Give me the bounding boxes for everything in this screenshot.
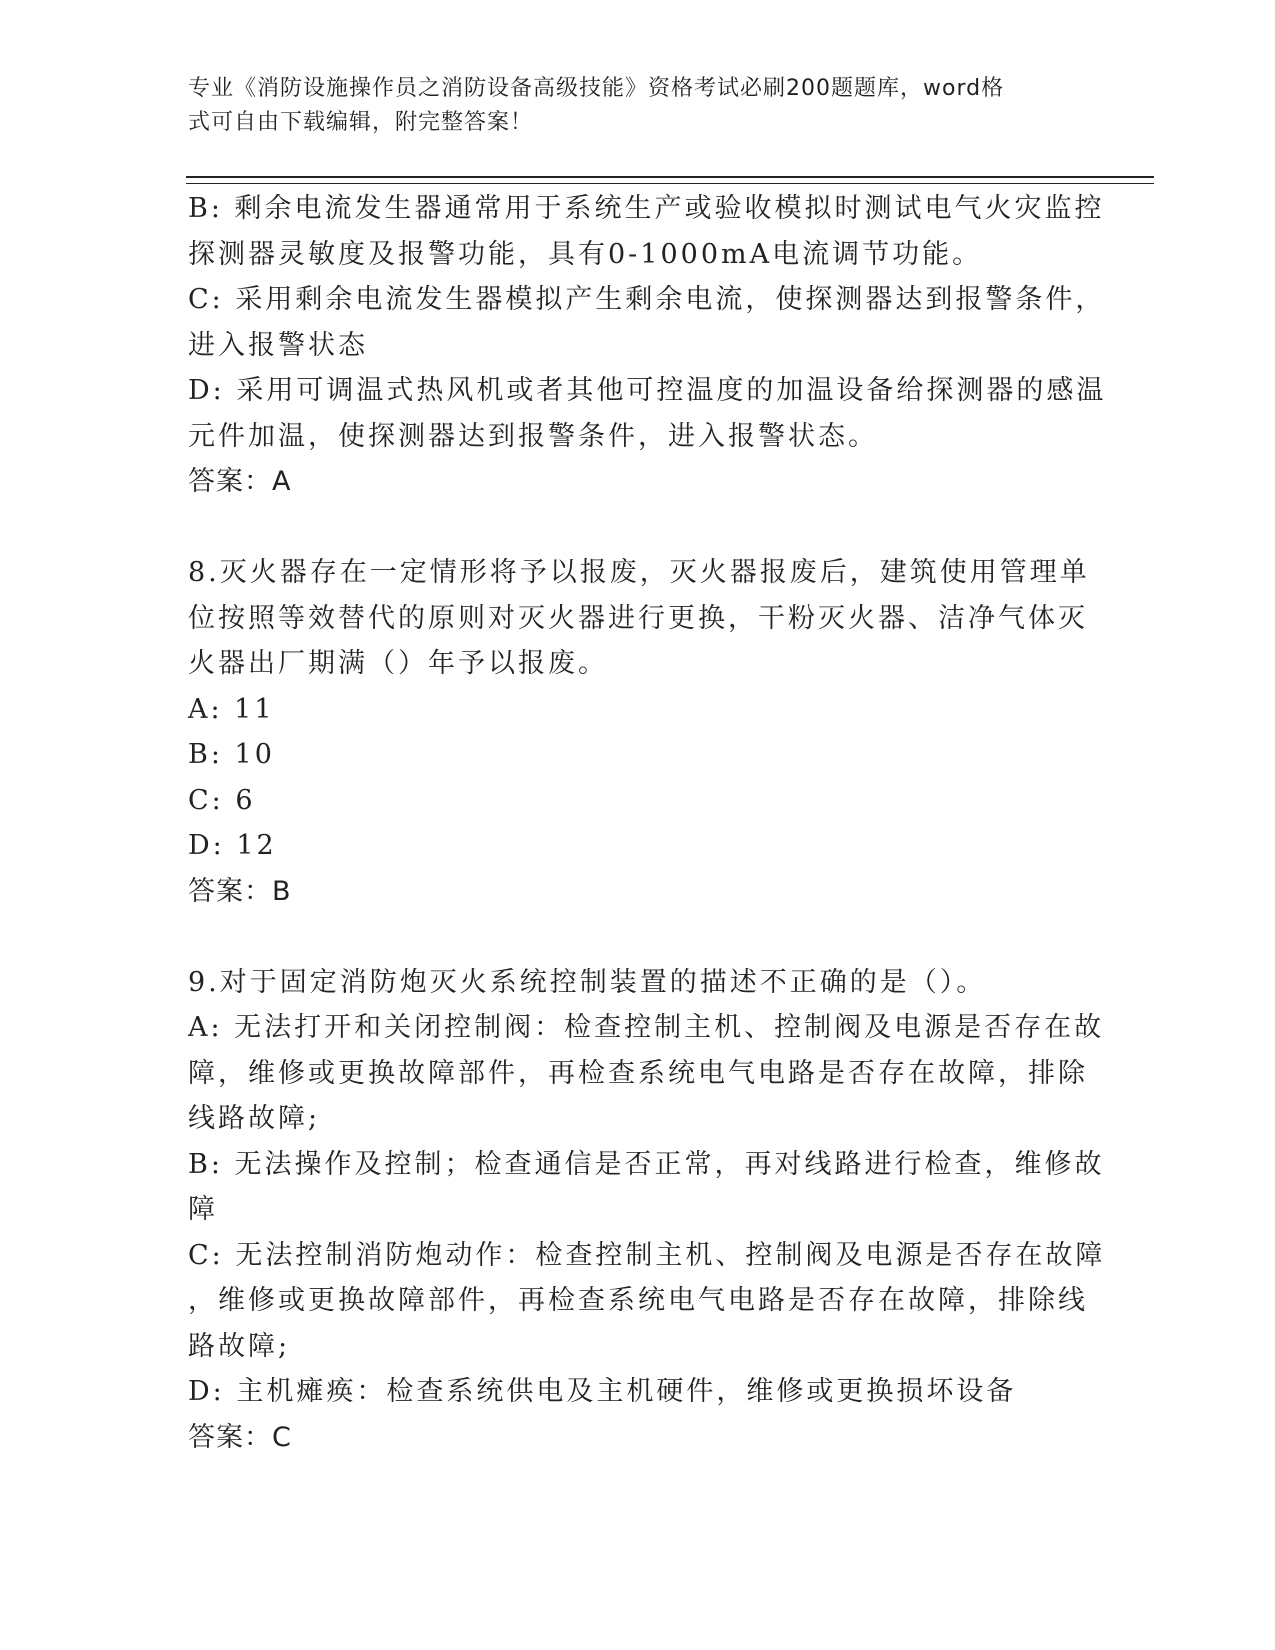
option-c-line: 路故障;	[188, 1330, 291, 1362]
header-line: 式可自由下载编辑，附完整答案！	[188, 110, 534, 135]
spacer	[188, 505, 1088, 551]
option-c-line: C: 采用剩余电流发生器模拟产生剩余电流，使探测器达到报警条件，	[188, 284, 1106, 315]
question-stem-line: 位按照等效替代的原则对灭火器进行更换，干粉灭火器、洁净气体灭	[188, 602, 1088, 634]
option-b-line: B: 剩余电流发生器通常用于系统生产或验收模拟时测试电气火灾监控	[188, 193, 1105, 224]
answer-label: 答案：A	[188, 466, 292, 497]
option-b-line: 探测器灵敏度及报警功能，具有0-1000mA电流调节功能。	[188, 238, 983, 270]
question-stem-line: 火器出厂期满（）年予以报废。	[188, 648, 608, 679]
option-c-line: ，维修或更换故障部件，再检查系统电气电路是否存在故障，排除线	[188, 1285, 1088, 1316]
document-body	[188, 186, 1107, 1460]
question-stem-line: 9.对于固定消防炮灭火系统控制装置的描述不正确的是（）。	[188, 966, 987, 998]
option-d-line: 元件加温，使探测器达到报警条件，进入报警状态。	[188, 420, 878, 452]
option-b: B: 10	[188, 739, 275, 770]
spacer	[188, 914, 1088, 960]
question-9	[188, 960, 1106, 1461]
header-divider-thin	[186, 183, 1154, 184]
option-a-line: 障，维修或更换故障部件，再检查系统电气电路是否存在故障，排除	[188, 1057, 1088, 1089]
option-d-line: D: 采用可调温式热风机或者其他可控温度的加温设备给探测器的感温	[188, 375, 1107, 406]
page-header	[188, 72, 1068, 140]
option-a-line: 线路故障;	[188, 1103, 321, 1134]
question-8	[188, 550, 1088, 914]
question-7-options	[188, 186, 1107, 505]
option-d-line: D: 主机瘫痪：检查系统供电及主机硬件，维修或更换损坏设备	[188, 1376, 1017, 1407]
option-b-line: 障	[188, 1194, 218, 1225]
header-divider	[186, 176, 1154, 178]
option-c: C: 6	[188, 784, 256, 816]
option-c-line: C: 无法控制消防炮动作：检查控制主机、控制阀及电源是否存在故障	[188, 1239, 1106, 1271]
option-d: D: 12	[188, 830, 277, 861]
option-a: A: 11	[188, 693, 275, 725]
option-c-line: 进入报警状态	[188, 329, 368, 361]
option-b-line: B: 无法操作及控制；检查通信是否正常，再对线路进行检查，维修故	[188, 1148, 1105, 1180]
answer-label: 答案：B	[188, 875, 292, 907]
answer-label: 答案：C	[188, 1421, 292, 1453]
question-stem-line: 8.灭火器存在一定情形将予以报废，灭火器报废后，建筑使用管理单	[188, 557, 1090, 588]
option-a-line: A: 无法打开和关闭控制阀：检查控制主机、控制阀及电源是否存在故	[188, 1012, 1105, 1043]
header-line: 专业《消防设施操作员之消防设备高级技能》资格考试必刷200题题库，word格	[188, 76, 1005, 101]
